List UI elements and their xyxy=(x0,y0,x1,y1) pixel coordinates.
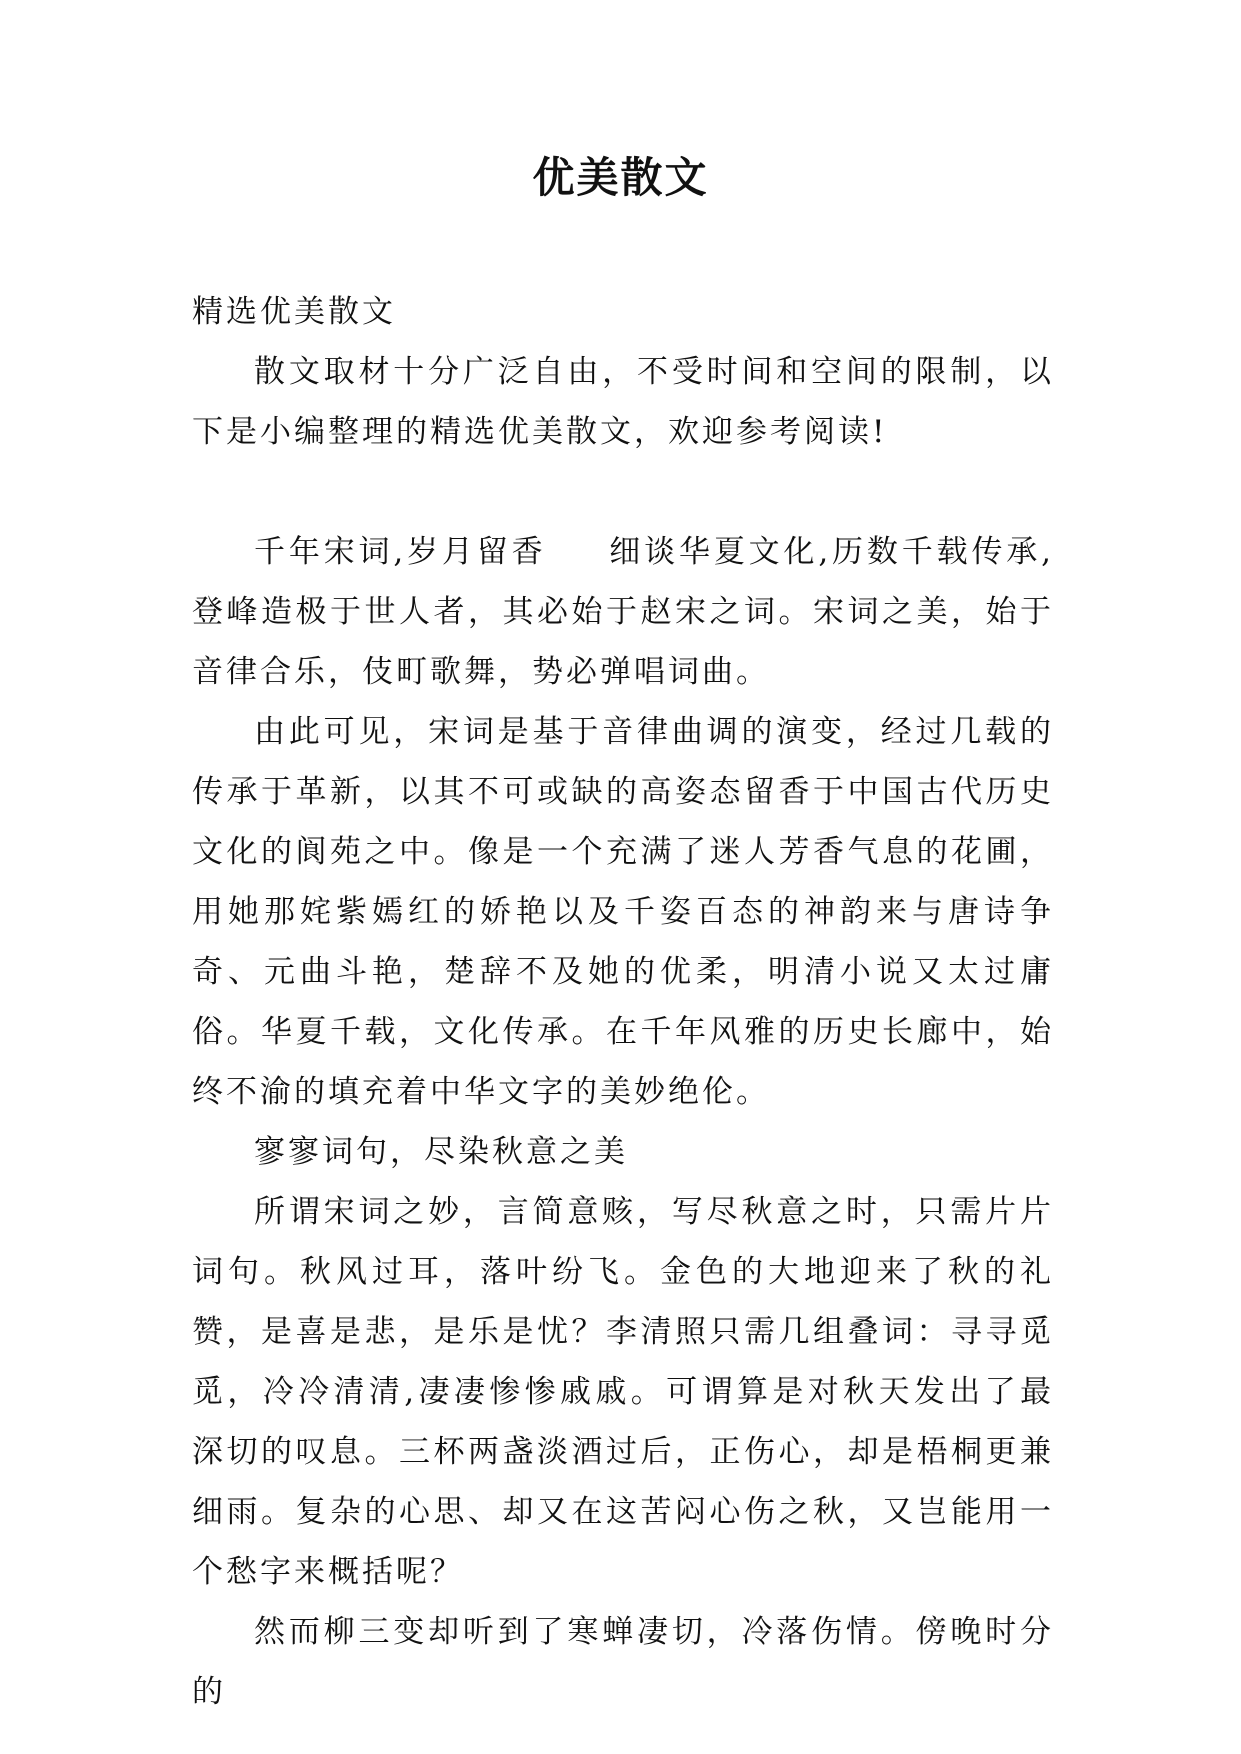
section1-paragraph xyxy=(192,522,1054,702)
section1-heading: 千年宋词,岁月留香 xyxy=(254,534,547,570)
blank-line xyxy=(192,462,1054,522)
section2-heading: 寥寥词句，尽染秋意之美 xyxy=(254,1134,628,1170)
paragraph-2: 由此可见，宋词是基于音律曲调的演变，经过几载的传承于革新，以其不可或缺的高姿态留香于中国古代历史文化的阆苑之中。像是一个充满了迷人芳香气息的花圃，用她那姹紫嫣红的娇艳以及千姿百态的神韵来与唐诗争奇、元曲斗艳，楚辞不及她的优柔，明清小说又太过庸俗。华夏千载，文化传承。在千年风雅的历史长廊中，始终不渝的填充着中华文字的美妙绝伦。 xyxy=(192,714,1054,1110)
document-subtitle: 精选优美散文 xyxy=(192,294,396,330)
document-body xyxy=(192,282,1054,1722)
intro-paragraph: 散文取材十分广泛自由，不受时间和空间的限制，以下是小编整理的精选优美散文，欢迎参考阅读! xyxy=(192,354,1054,450)
section1-text: 细谈华夏文化,历数千载传承,登峰造极于世人者，其必始于赵宋之词。宋词之美，始于音律合乐，伎町歌舞，势必弹唱词曲。 xyxy=(192,534,1054,690)
document-title: 优美散文 xyxy=(532,153,709,202)
paragraph-4: 然而柳三变却听到了寒蝉凄切，冷落伤情。傍晚时分的 xyxy=(192,1614,1054,1710)
paragraph-3: 所谓宋词之妙，言简意赅，写尽秋意之时，只需片片词句。秋风过耳，落叶纷飞。金色的大地迎来了秋的礼赞，是喜是悲，是乐是忧？李清照只需几组叠词：寻寻觅觅，冷冷清清,凄凄惨惨戚戚。可谓算是对秋天发出了最深切的叹息。三杯两盏淡酒过后，正伤心，却是梧桐更兼细雨。复杂的心思、却又在这苦闷心伤之秋，又岂能用一个愁字来概括呢？ xyxy=(192,1194,1054,1590)
